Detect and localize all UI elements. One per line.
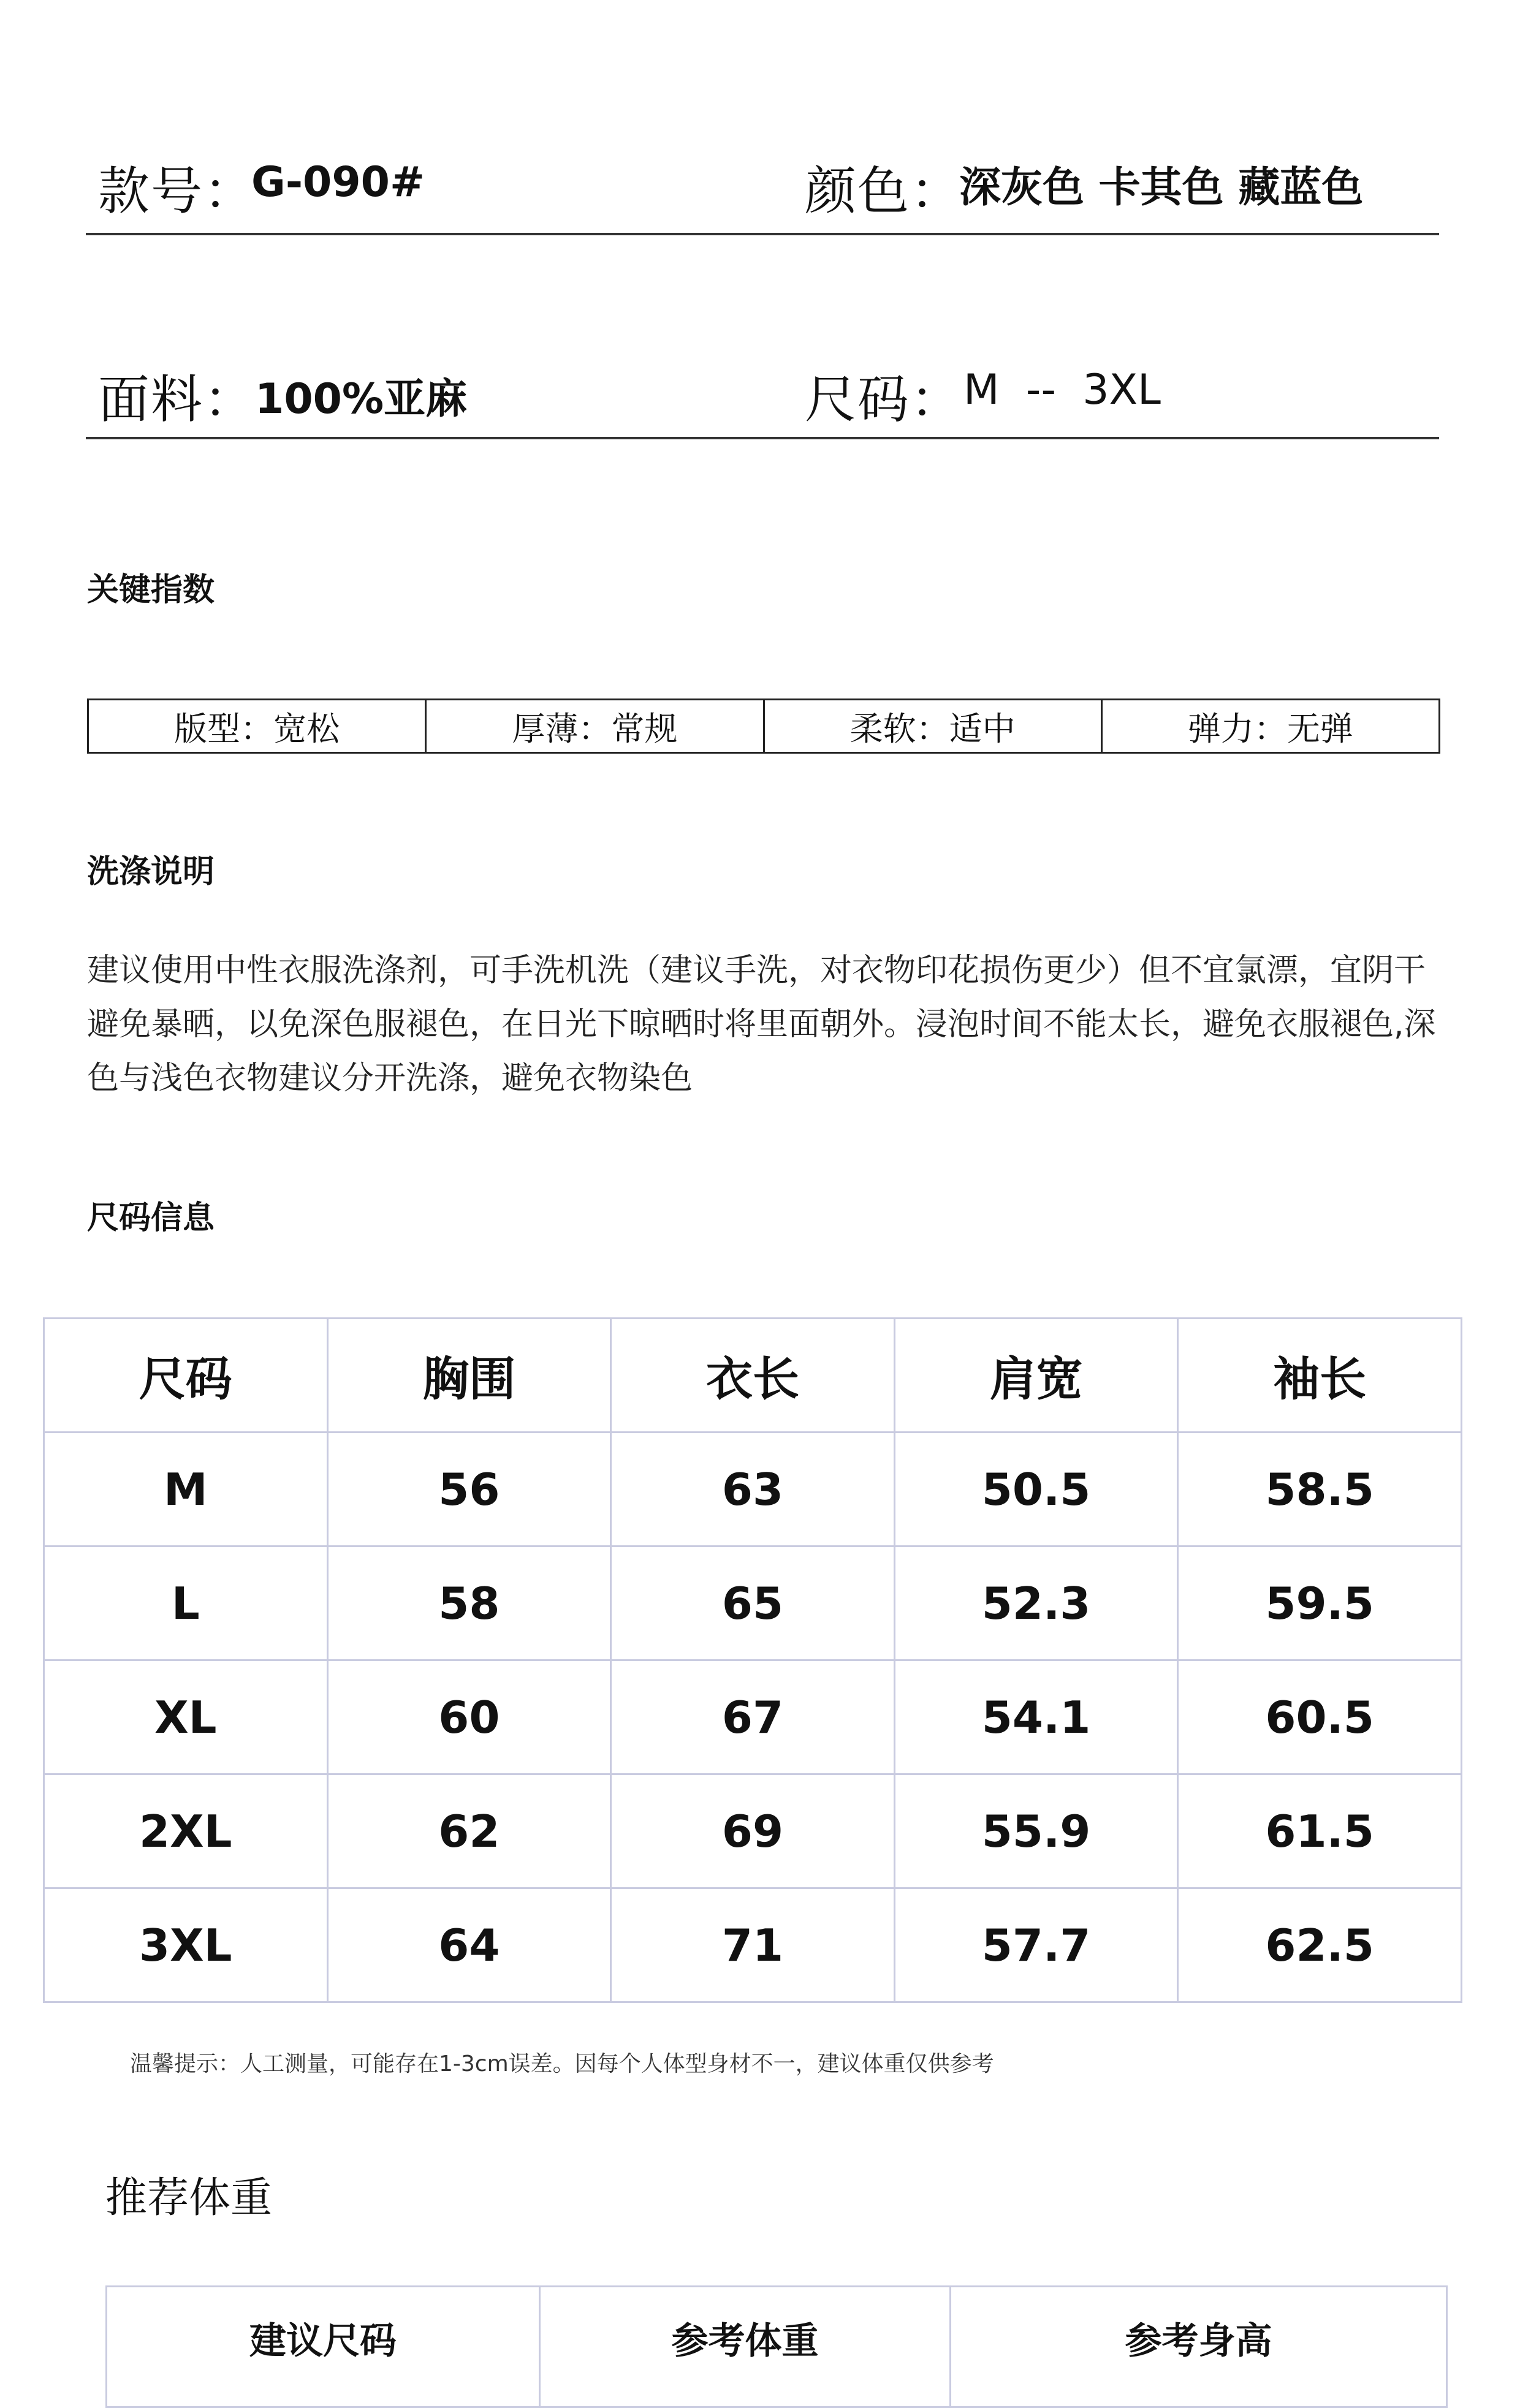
table-row (44, 1547, 1462, 1660)
weight-table (105, 2285, 1448, 2408)
cell-sleeve: 62.5 (1178, 1888, 1462, 2002)
header-size: 尺码 (44, 1319, 328, 1433)
table-row (44, 1433, 1462, 1547)
cell-shoulder: 57.7 (894, 1888, 1178, 2002)
style-number-label: 款号： (98, 161, 257, 221)
style-number-value: G-090# (251, 158, 425, 206)
cell-size: XL (44, 1660, 328, 1774)
size-range-value: M -- 3XL (963, 366, 1161, 414)
color-label: 颜色： (805, 161, 963, 221)
size-info-title: 尺码信息 (87, 1200, 215, 1236)
weight-header-height: 参考身高 (1125, 2320, 1272, 2363)
cell-chest: 60 (327, 1660, 611, 1774)
key-indicator-thickness: 厚薄：常规 (427, 700, 764, 752)
info-divider-2 (86, 437, 1439, 439)
cell-chest: 58 (327, 1547, 611, 1660)
cell-size: L (44, 1547, 328, 1660)
recommended-weight-title: 推荐体重 (105, 2174, 273, 2222)
size-range-label: 尺码： (805, 369, 963, 430)
cell-sleeve: 58.5 (1178, 1433, 1462, 1547)
table-row (44, 1774, 1462, 1888)
cell-size: M (44, 1433, 328, 1547)
cell-sleeve: 60.5 (1178, 1660, 1462, 1774)
weight-header-weight: 参考体重 (541, 2287, 951, 2406)
cell-size: 2XL (44, 1774, 328, 1888)
header-length: 衣长 (611, 1319, 895, 1433)
key-indicator-elasticity: 弹力：无弹 (1187, 709, 1353, 748)
fabric-value: 100%亚麻 (255, 375, 468, 423)
cell-shoulder: 52.3 (894, 1547, 1178, 1660)
size-table-header (44, 1319, 1462, 1433)
cell-length: 65 (611, 1547, 895, 1660)
washing-instructions: 建议使用中性衣服洗涤剂，可手洗机洗（建议手洗，对衣物印花损伤更少）但不宜氯漂，宜阴干避免暴晒，以免深色服褪色，在日光下晾晒时将里面朝外。浸泡时间不能太长，避免衣服褪色,深色与浅色衣物建议分开洗涤，避免衣物染色 (87, 952, 1436, 1097)
fabric-label: 面料： (98, 369, 257, 430)
size-table (43, 1317, 1462, 2003)
header-sleeve: 袖长 (1178, 1319, 1462, 1433)
key-indicator-softness: 柔软：适中 (765, 700, 1103, 752)
weight-header-size: 建议尺码 (107, 2287, 541, 2406)
header-shoulder: 肩宽 (894, 1319, 1178, 1433)
table-row (44, 1660, 1462, 1774)
cell-length: 69 (611, 1774, 895, 1888)
header-chest: 胸围 (327, 1319, 611, 1433)
cell-length: 63 (611, 1433, 895, 1547)
info-divider-1 (86, 233, 1439, 235)
cell-length: 67 (611, 1660, 895, 1774)
cell-sleeve: 61.5 (1178, 1774, 1462, 1888)
cell-length: 71 (611, 1888, 895, 2002)
cell-shoulder: 50.5 (894, 1433, 1178, 1547)
key-indicator-fit: 版型：宽松 (89, 700, 427, 752)
cell-chest: 62 (327, 1774, 611, 1888)
cell-sleeve: 59.5 (1178, 1547, 1462, 1660)
cell-chest: 56 (327, 1433, 611, 1547)
cell-size: 3XL (44, 1888, 328, 2002)
color-value: 深灰色 卡其色 藏蓝色 (959, 164, 1364, 212)
key-indicators-title: 关键指数 (87, 572, 215, 608)
key-indicators-table (87, 699, 1440, 754)
cell-chest: 64 (327, 1888, 611, 2002)
cell-shoulder: 55.9 (894, 1774, 1178, 1888)
washing-title: 洗涤说明 (87, 854, 215, 890)
table-row (44, 1888, 1462, 2002)
measurement-tip: 温馨提示：人工测量，可能存在1-3cm误差。因每个人体型身材不一，建议体重仅供参考 (130, 2051, 994, 2077)
cell-shoulder: 54.1 (894, 1660, 1178, 1774)
